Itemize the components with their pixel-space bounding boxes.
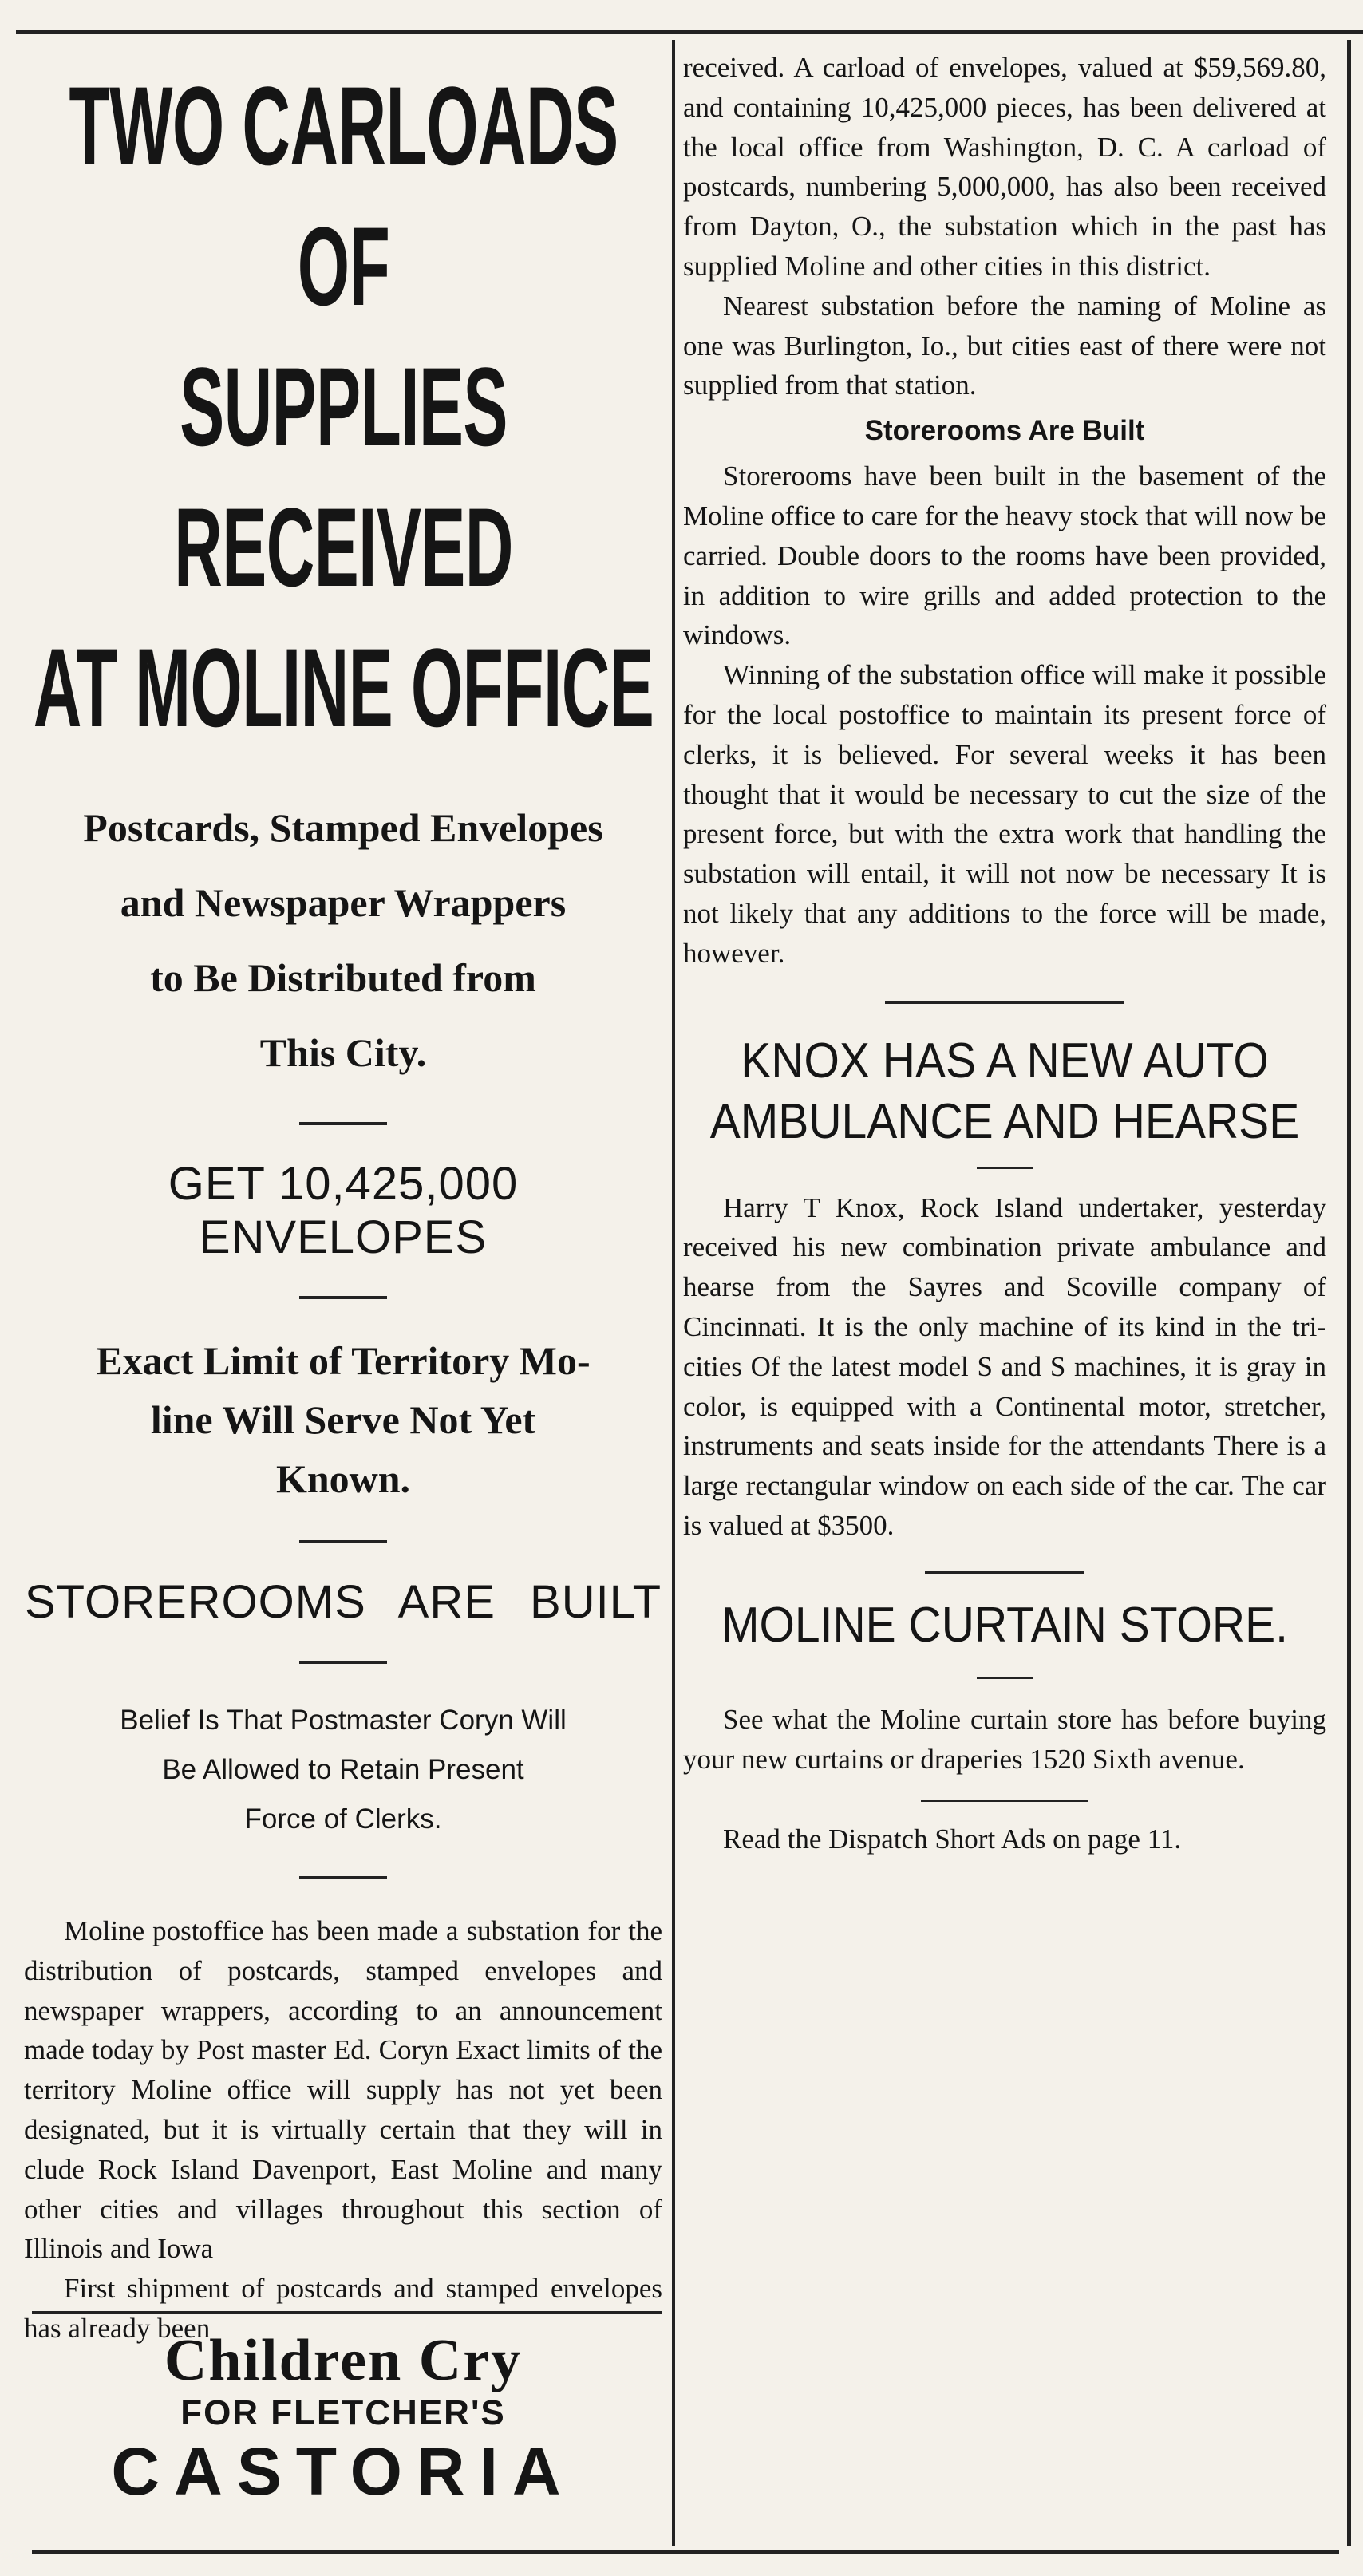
- headline-line: TWO CARLOADS OF: [69, 63, 618, 329]
- subhead-line: Known.: [275, 1456, 411, 1501]
- deck-line: and Newspaper Wrappers: [120, 880, 567, 925]
- divider: [299, 1122, 387, 1125]
- ad-line: FOR FLETCHER'S: [180, 2393, 506, 2432]
- subhead-line: Force of Clerks.: [244, 1804, 442, 1835]
- column-rule: [672, 40, 675, 2546]
- divider: [299, 1876, 387, 1879]
- divider: [299, 1540, 387, 1543]
- headline-line: KNOX HAS A NEW AUTO: [741, 1033, 1269, 1088]
- article-paragraph: Nearest substation before the naming of Moline as one was Burlington, Io., but cities east of there were not supplied from that station.: [683, 290, 1326, 401]
- bottom-rule: [32, 2550, 1339, 2554]
- curtain-headline: MOLINE CURTAIN STORE.: [721, 1597, 1288, 1653]
- divider: [921, 1800, 1088, 1802]
- ad-rule: [32, 2311, 662, 2314]
- article-paragraph: Moline postoffice has been made a substation for the distribution of postcards, stamped envelopes and newspaper wrappers, according to an announcement made today by Post master Ed. Coryn Exact limits of the territory Moline office will supply has not yet been designated, but it is virtually certain that they will in clude Rock Island Davenport, East Moline and many other cities and villages throughout this section of Illinois and Iowa: [24, 1915, 662, 2265]
- article-paragraph: First shipment of postcards and stamped envelopes has already been: [24, 2273, 662, 2344]
- headline-line: AT MOLINE OFFICE: [33, 625, 654, 750]
- subhead-line: Exact Limit of Territory Mo-: [96, 1338, 591, 1383]
- divider: [977, 1167, 1033, 1169]
- main-headline: [25, 56, 663, 758]
- headline-deck: [24, 790, 662, 1090]
- section-subhead: Storerooms Are Built: [864, 415, 1145, 447]
- ad-brand: CASTORIA: [111, 2434, 575, 2509]
- deck-line: Postcards, Stamped Envelopes: [83, 805, 603, 850]
- deck-line: to Be Distributed from: [150, 955, 536, 1000]
- subhead-line: line Will Serve Not Yet: [150, 1397, 536, 1442]
- knox-headline: [709, 1031, 1301, 1152]
- subhead-line: Belief Is That Postmaster Coryn Will: [120, 1705, 567, 1736]
- divider: [299, 1296, 387, 1299]
- ad-line: Children Cry: [164, 2328, 523, 2393]
- deck-line: This City.: [259, 1030, 427, 1075]
- top-rule: [16, 30, 1363, 34]
- subhead-envelopes: GET 10,425,000 ENVELOPES: [168, 1158, 519, 1263]
- divider: [925, 1571, 1084, 1574]
- article-paragraph: Winning of the substation office will make it possible for the local postoffice to maintain its present force of clerks, it is believed. For several weeks it has been thought that it would be necessary to cut the size of the present force, but with the extra work that handling the substation will entail, it will not now be necessary It is not likely that any additions to the force will be made, however.: [683, 659, 1326, 969]
- middle-column: [683, 48, 1326, 1859]
- divider: [885, 1001, 1124, 1004]
- subhead-storerooms: STOREROOMS ARE BUILT: [24, 1576, 662, 1628]
- article-paragraph: See what the Moline curtain store has before buying your new curtains or draperies 1520 Sixth avenue.: [683, 1703, 1326, 1775]
- article-paragraph: Harry T Knox, Rock Island undertaker, yesterday received his new combination private ambulance and hearse from the Sayres and Scoville company of Cincinnati. It is the only machine of its kind in the tri-cities Of the latest model S and S machines, it is gray in color, is equipped with a Continental motor, stretcher, instruments and seats inside for the attendants There is a large rectangular window on each side of the car. The car is valued at $3500.: [683, 1191, 1326, 1541]
- subhead-clerks: [24, 1696, 662, 1844]
- subhead-line: Be Allowed to Retain Present: [162, 1754, 524, 1785]
- left-column: [24, 48, 662, 2349]
- column-rule: [1347, 40, 1351, 2546]
- subhead-territory: [24, 1331, 662, 1508]
- divider: [299, 1661, 387, 1664]
- headline-line: SUPPLIES RECEIVED: [174, 344, 513, 610]
- castoria-advertisement: [48, 2329, 638, 2509]
- headline-line: AMBULANCE AND HEARSE: [709, 1093, 1300, 1149]
- article-paragraph: received. A carload of envelopes, valued at $59,569.80, and containing 10,425,000 pieces, has been delivered at the local office from Washington, D. C. A carload of postcards, numbering 5,000,000, has also been received from Dayton, O., the substation which in the past has supplied Moline and other cities in this district.: [683, 52, 1326, 282]
- article-paragraph: Storerooms have been built in the basement of the Moline office to care for the heavy stock that will now be carried. Double doors to the rooms have been provided, in addition to wire grills and added protection to the windows.: [683, 460, 1326, 651]
- divider: [977, 1677, 1033, 1679]
- article-paragraph: Read the Dispatch Short Ads on page 11.: [723, 1823, 1182, 1855]
